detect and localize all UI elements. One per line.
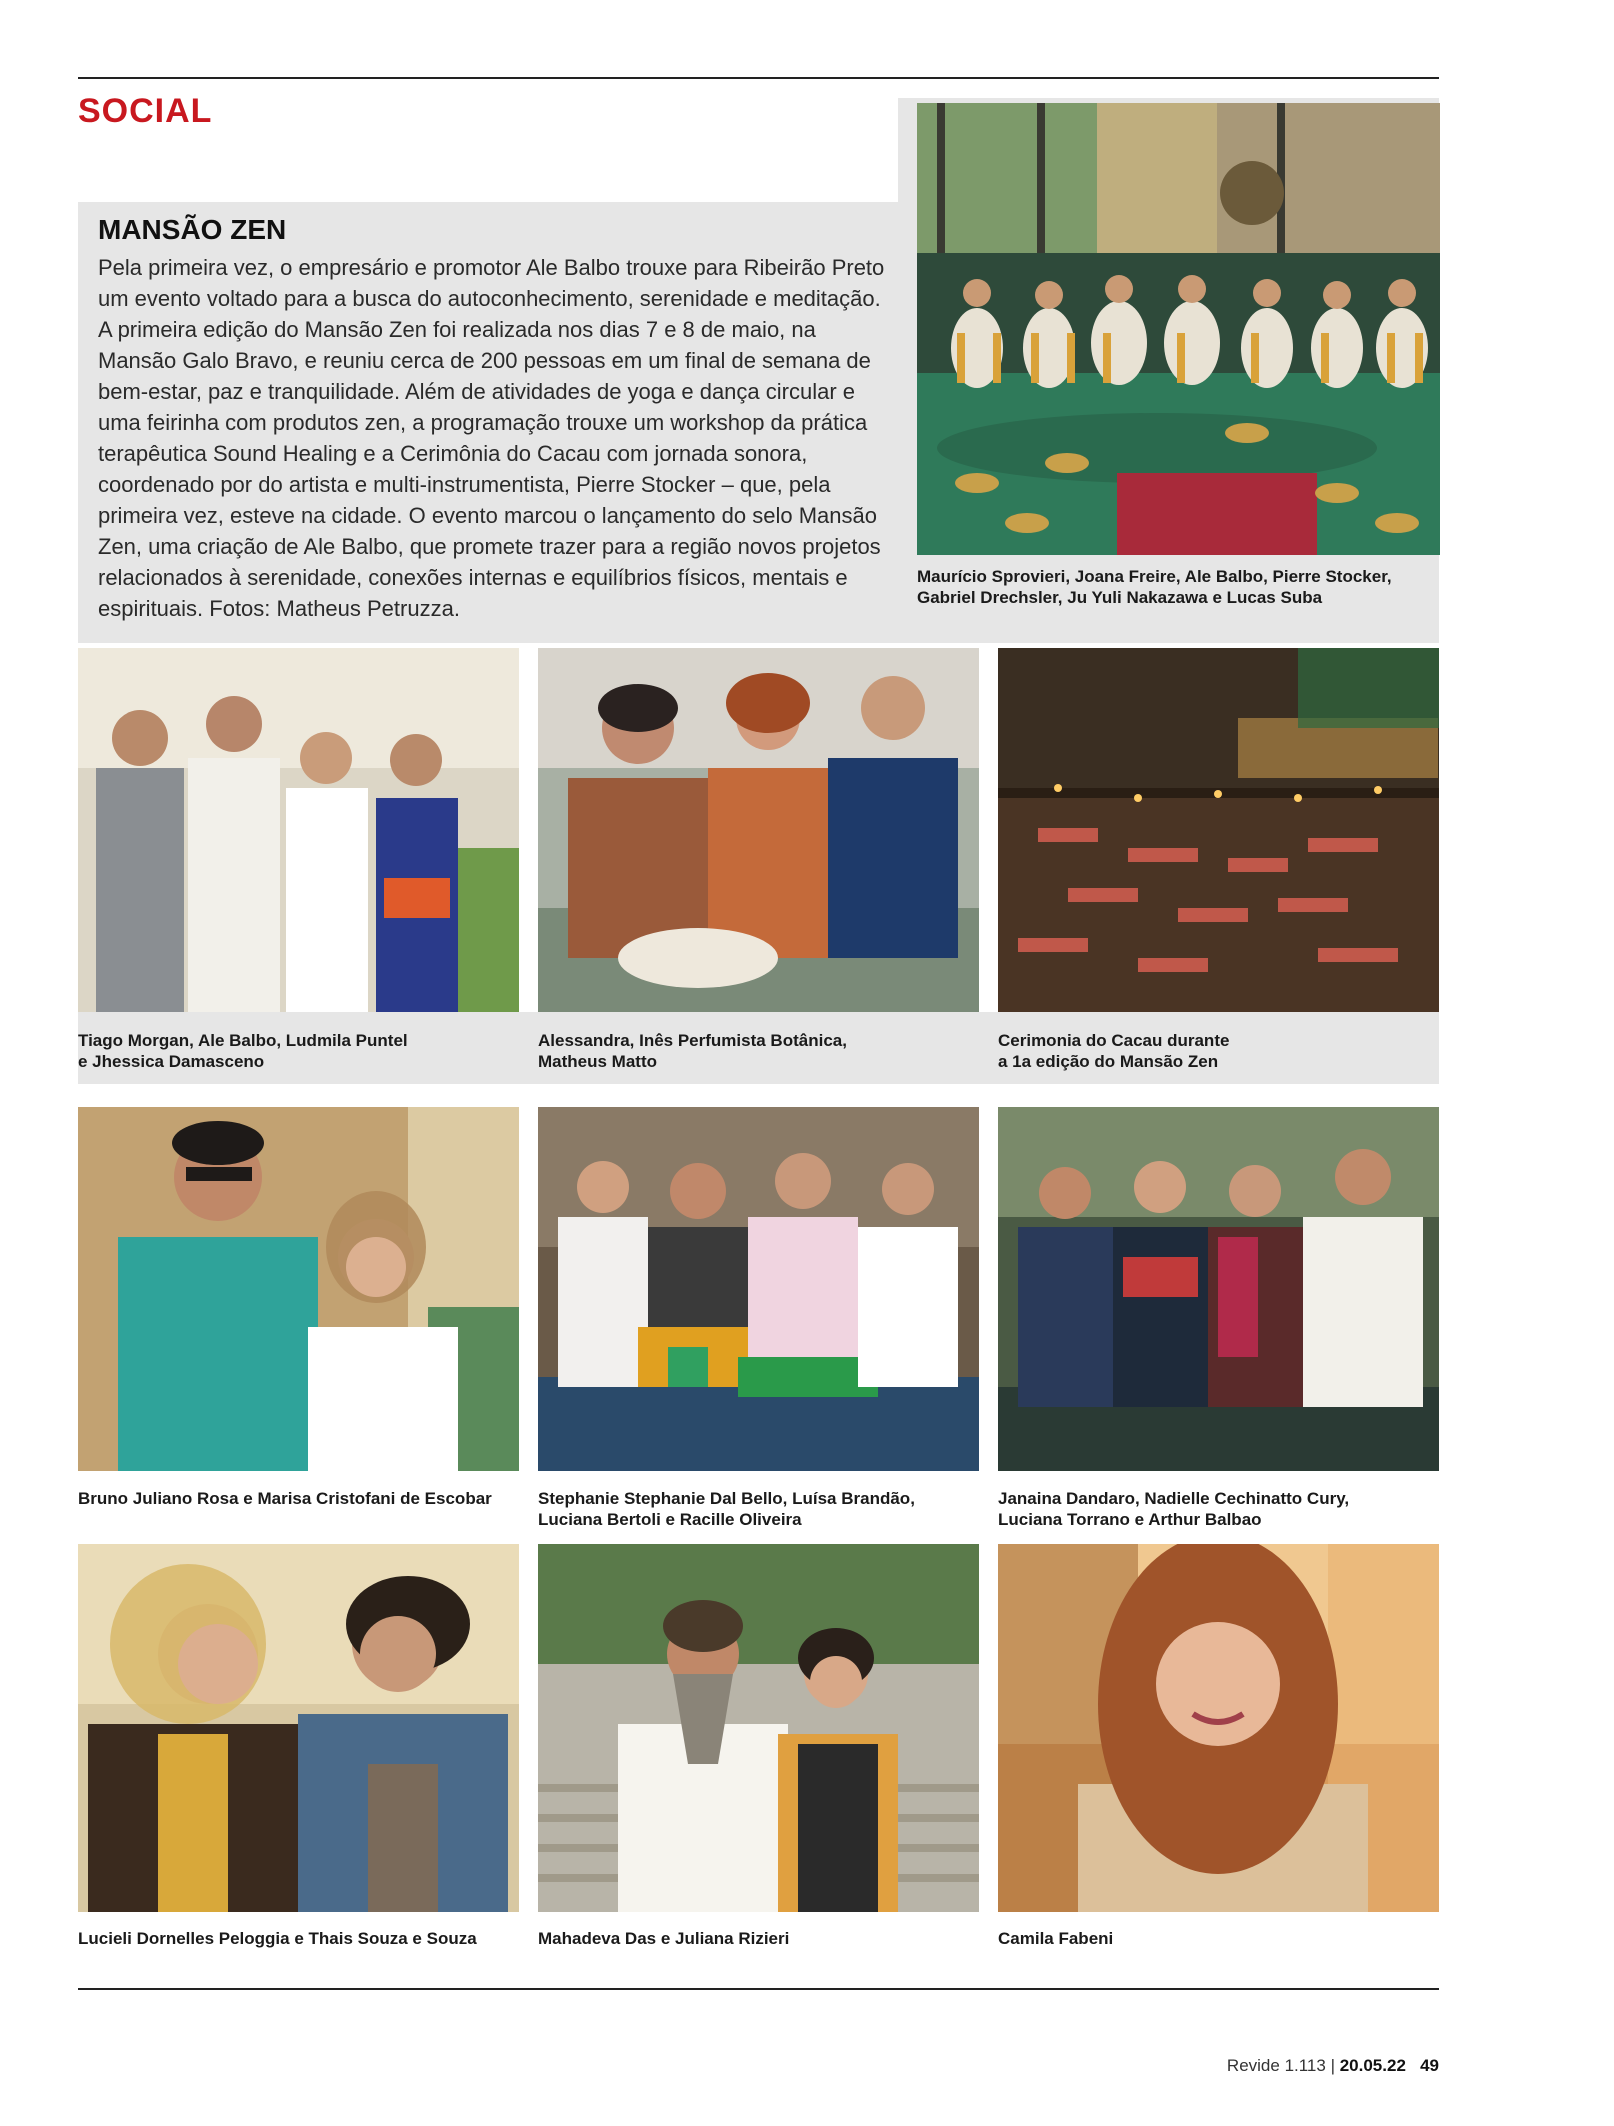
caption-r2c1: Bruno Juliano Rosa e Marisa Cristofani de Escobar (78, 1489, 492, 1508)
caption-r3c3: Camila Fabeni (998, 1929, 1114, 1948)
caption-r2c3: Janaina Dandaro, Nadielle Cechinatto Cury, Luciana Torrano e Arthur Balbao (998, 1489, 1350, 1529)
article-title: MANSÃO ZEN (98, 214, 287, 245)
bottom-rule (78, 1988, 1439, 1990)
photo-r2c1 (78, 1107, 519, 1471)
page-footer: Revide 1.113 | 20.05.22 49 (1226, 2056, 1439, 2075)
caption-r1c2: Alessandra, Inês Perfumista Botânica, Matheus Matto (538, 1031, 847, 1071)
magazine-issue: Revide 1.113 (1226, 2056, 1326, 2075)
photo-r3c3 (998, 1544, 1439, 1912)
photo-r1c1 (78, 648, 519, 1012)
photo-r3c1 (78, 1544, 519, 1912)
caption-hero: Maurício Sprovieri, Joana Freire, Ale Balbo, Pierre Stocker, Gabriel Drechsler, Ju Yuli Nakazawa e Lucas Suba (917, 567, 1392, 607)
caption-r2c2: Stephanie Stephanie Dal Bello, Luísa Brandão, Luciana Bertoli e Racille Oliveira (538, 1489, 915, 1529)
photo-r2c2 (538, 1107, 979, 1471)
caption-r3c1: Lucieli Dornelles Peloggia e Thais Souza e Souza (78, 1929, 477, 1948)
section-label: SOCIAL (78, 92, 213, 130)
photo-r3c2 (538, 1544, 979, 1912)
caption-r1c3: Cerimonia do Cacau durante a 1a edição do Mansão Zen (998, 1031, 1230, 1071)
caption-r1c1: Tiago Morgan, Ale Balbo, Ludmila Puntel e Jhessica Damasceno (78, 1031, 408, 1071)
article-body: Pela primeira vez, o empresário e promotor Ale Balbo trouxe para Ribeirão Preto um evento voltado para a busca do autoconhecimento, serenidade e meditação. A primeira edição do Mansão Zen foi realizada nos dias 7 e 8 de maio, na Mansão Galo Bravo, e reuniu cerca de 200 pessoas em um final de semana de bem-estar, paz e tranquilidade. Além de atividades de yoga e dança circular e uma feirinha com produtos zen, a programação trouxe um workshop da prática terapêutica Sound Healing e a Cerimônia do Cacau com jornada sonora, coordenado por do artista e multi-instrumentista, Pierre Stocker – que, pela primeira vez, esteve na cidade. O evento marcou o lançamento do selo Mansão Zen, uma criação de Ale Balbo, que promete trazer para a região novos projetos relacionados à serenidade, conexões internas e equilíbrios físicos, mentais e espirituais. Fotos: Matheus Petruzza. (98, 255, 885, 621)
photo-r1c2 (538, 648, 979, 1012)
top-rule (78, 77, 1439, 79)
photo-r1c3 (998, 648, 1439, 1012)
photo-r2c3 (998, 1107, 1439, 1471)
hero-photo (917, 103, 1440, 555)
issue-date: 20.05.22 (1339, 2056, 1406, 2075)
caption-r3c2: Mahadeva Das e Juliana Rizieri (538, 1929, 790, 1948)
page-number: 49 (1420, 2056, 1439, 2075)
